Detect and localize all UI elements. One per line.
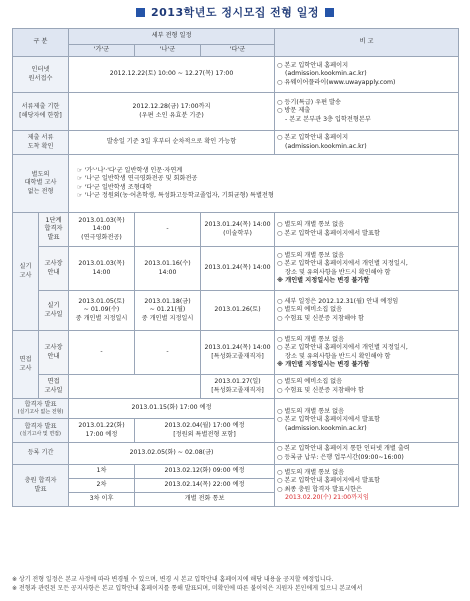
square-bullet-icon [325,8,334,17]
col-header-remark: 비 고 [275,29,459,57]
row-practical-site: 고사장 안내 2013.01.03(목) 14:00 2013.01.16(수) 14:00 2013.01.24(목) 14:00 ○ 별도의 개별 통보 없음 ○ 본교 입학안내 홈페이지에서 개인별 지정일시, 장소 및 유의사항을 반드시 확인해야 함 ※ 개인별 지정일시는 변경 불가함 [13,247,459,291]
col-header-na: '나'군 [135,45,201,57]
row-online: 인터넷 원서접수 2012.12.22(토) 10:00 ~ 12.27(목) 17:00 ○ 본교 입학안내 홈페이지 (admission.kookmin.ac.kr) ○ 유웨이어플라이(www.uwayapply.com) [13,57,459,93]
row-extra-3: 3차 이후 개별 전화 통보 [13,493,459,507]
row-interview-site: 면접 고사 고사장 안내 - - 2013.01.24(목) 14:00 [특성화고졸재직자] ○ 별도의 개별 통보 없음 ○ 본교 입학안내 홈페이지에서 개인별 지정일시, 장소 및 유의사항을 반드시 확인해야 함 ※ 개인별 지정일시는 변경 불가함 [13,331,459,375]
row-practical-first: 실기 고사 1단계 합격자 발표 2013.01.03(목) 14:00 (연극영화전공) - 2013.01.24(목) 14:00 (미술학부) ○ 별도의 개별 통보 없음 ○ 본교 입학안내 홈페이지에서 발표함 [13,213,459,247]
row-arrival: 제출 서류 도착 확인 발송일 기준 3일 후부터 순차적으로 확인 가능함 ○ 본교 입학안내 홈페이지 (admission.kookmin.ac.kr) [13,131,459,155]
row-extra-1: 충원 합격자 발표 1차 2013.02.12(화) 09:00 예정 ○ 별도의 개별 통보 없음 ○ 본교 입학안내 홈페이지에서 발표함 ○ 최종 충원 합격자 발표시한은 2013.02.20(수) 21:00까지임 [13,465,459,479]
col-header-category: 구 분 [13,29,69,57]
schedule-table [12,28,459,507]
row-register: 등록 기간 2013.02.05(화) ~ 02.08(금) ○ 본교 입학안내 홈페이지 통한 인터넷 개별 출력 ○ 등록금 납부: 은행 업무시간(09:00~16:00) [13,443,459,465]
page-title: 2013학년도 정시모집 전형 일정 [0,4,470,20]
footer-notes: ※ 상기 전형 일정은 본교 사정에 따라 변경될 수 있으며, 변경 시 본교 입학안내 홈페이지에 해당 내용을 공지할 예정입니다. ※ 전형과 관련된 모든 공지사항은 본교 입학안내 홈페이지를 통해 발표되며, 미확인에 따른 불이익은 지원자 본인에게 있으니 본교에서 [12,576,363,592]
row-pass2: 합격자 발표 (실기고사 및 면접) 2013.01.22(화) 17:00 예정 2013.02.04(월) 17:00 예정 [정원외 특별전형 포함] [13,419,459,443]
row-noexam: 별도의 대학별 고사 없는 전형 ☞ '가'·'나'·'다'군 일반학생 인문·자연계 ☞ '나'군 일반학생 연극영화전공 및 회화전공 ☞ '다'군 일반학생 조형대학 ☞ '나'군 정원외(농·어촌학생, 특성화고등학교졸업자, 기회균형) 특별전형 [13,155,459,213]
col-header-da: '다'군 [201,45,275,57]
row-interview-exam: 면접 고사일 2013.01.27(일) [특성화고졸재직자] ○ 별도의 예비소집 없음 ○ 수험표 및 신분증 지참해야 함 [13,375,459,399]
col-header-ga: '가'군 [69,45,135,57]
row-extra-2: 2차 2013.02.14(목) 22:00 예정 [13,479,459,493]
row-pass1: 합격자 발표 (실기고사 없는 전형) 2013.01.15(화) 17:00 예정 ○ 별도의 개별 통보 없음 ○ 본교 입학안내 홈페이지에서 발표함 (admission.kookmin.ac.kr) [13,399,459,419]
square-bullet-icon [136,8,145,17]
row-practical-exam: 실기 고사일 2013.01.05(토) ~ 01.09(수) 중 개인별 지정일시 2013.01.18(금) ~ 01.21(월) 중 개인별 지정일시 2013.01.26(토) ○ 세부 일정은 2012.12.31(월) 안내 예정임 ○ 별도의 예비소집 없음 ○ 수험표 및 신분증 지참해야 함 [13,291,459,331]
row-docs: 서류제출 기한 [해당자에 한함] 2012.12.28(금) 17:00까지 (우편 소인 유효분 기준) ○ 등기(특급) 우편 발송 ○ 방문 제출 - 본교 본부관 3층 입학전형본부 [13,93,459,131]
col-header-detail: 세부 전형 일정 [69,29,275,45]
